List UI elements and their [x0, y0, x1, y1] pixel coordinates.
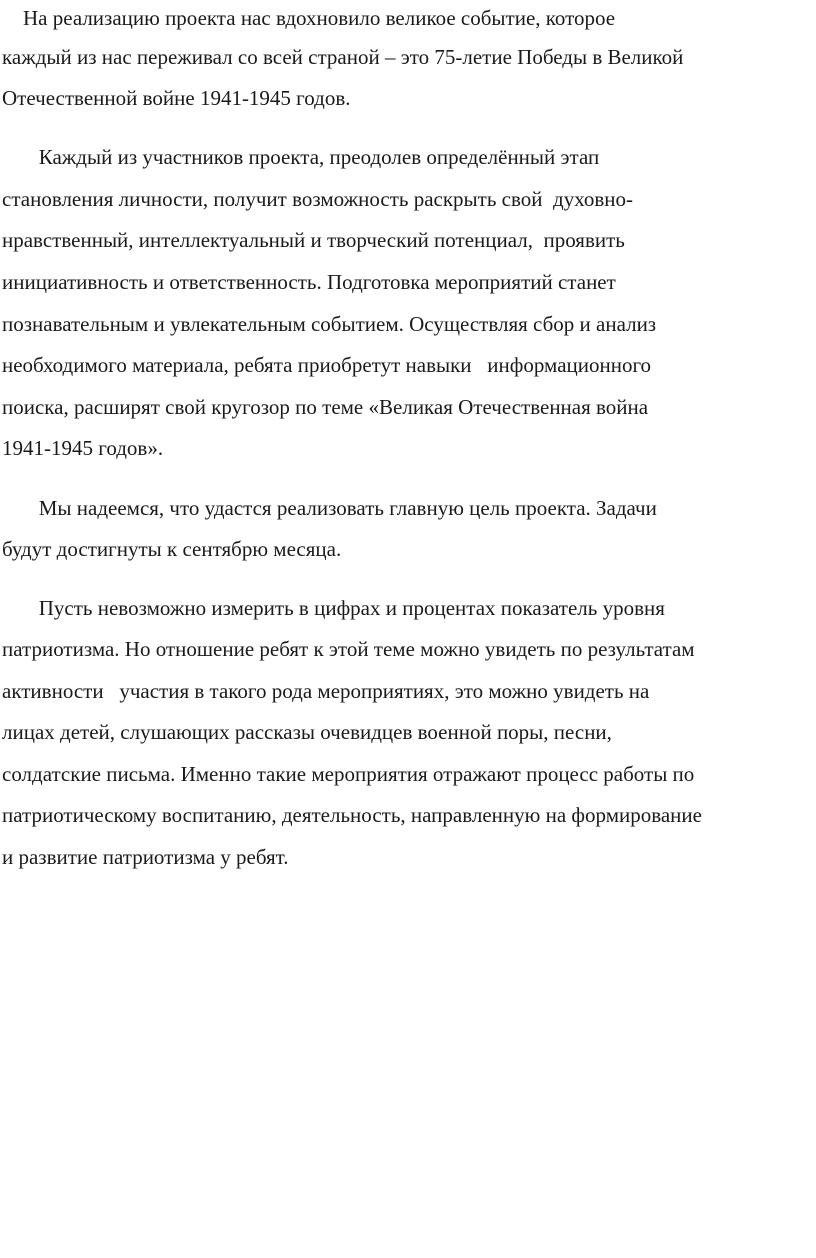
paragraph-3-line-1: Мы надеемся, что удастся реализовать главную цель проекта. Задачи	[2, 496, 657, 520]
paragraph-4-line-5: солдатские письма. Именно такие мероприятия отражают процесс работы по	[2, 762, 695, 786]
paragraph-4-line-2: патриотизма. Но отношение ребят к этой теме можно увидеть по результатам	[2, 637, 695, 661]
paragraph-1-line-2: каждый из нас переживал со всей страной – это 75-летие Победы в Великой	[2, 45, 684, 69]
paragraph-4-line-4: лицах детей, слушающих рассказы очевидцев военной поры, песни,	[2, 720, 612, 744]
paragraph-2-line-5: познавательным и увлекательным событием. Осуществляя сбор и анализ	[2, 312, 657, 336]
paragraph-2-line-2: становления личности, получит возможность раскрыть свой духовно-	[2, 187, 634, 211]
paragraph-1-line-1: На реализацию проекта нас вдохновило великое событие, которое	[2, 6, 616, 30]
paragraph-2-line-3: нравственный, интеллектуальный и творческий потенциал, проявить	[2, 228, 625, 252]
paragraph-4-line-7: и развитие патриотизма у ребят.	[2, 845, 289, 869]
paragraph-3-line-2: будут достигнуты к сентябрю месяца.	[2, 537, 342, 561]
paragraph-2-line-1: Каждый из участников проекта, преодолев определённый этап	[2, 145, 600, 169]
paragraph-1-line-3: Отечественной войне 1941-1945 годов.	[2, 86, 351, 110]
paragraph-2-line-8: 1941-1945 годов».	[2, 436, 164, 460]
paragraph-4-line-3: активности участия в такого рода мероприятиях, это можно увидеть на	[2, 679, 650, 703]
paragraph-4-line-6: патриотическому воспитанию, деятельность, направленную на формирование	[2, 803, 702, 827]
paragraph-4-line-1: Пусть невозможно измерить в цифрах и процентах показатель уровня	[2, 596, 665, 620]
paragraph-2-line-7: поиска, расширят свой кругозор по теме «Великая Отечественная война	[2, 395, 649, 419]
paragraph-2-line-4: инициативность и ответственность. Подготовка мероприятий станет	[2, 270, 616, 294]
paragraph-2-line-6: необходимого материала, ребята приобретут навыки информационного	[2, 353, 652, 377]
